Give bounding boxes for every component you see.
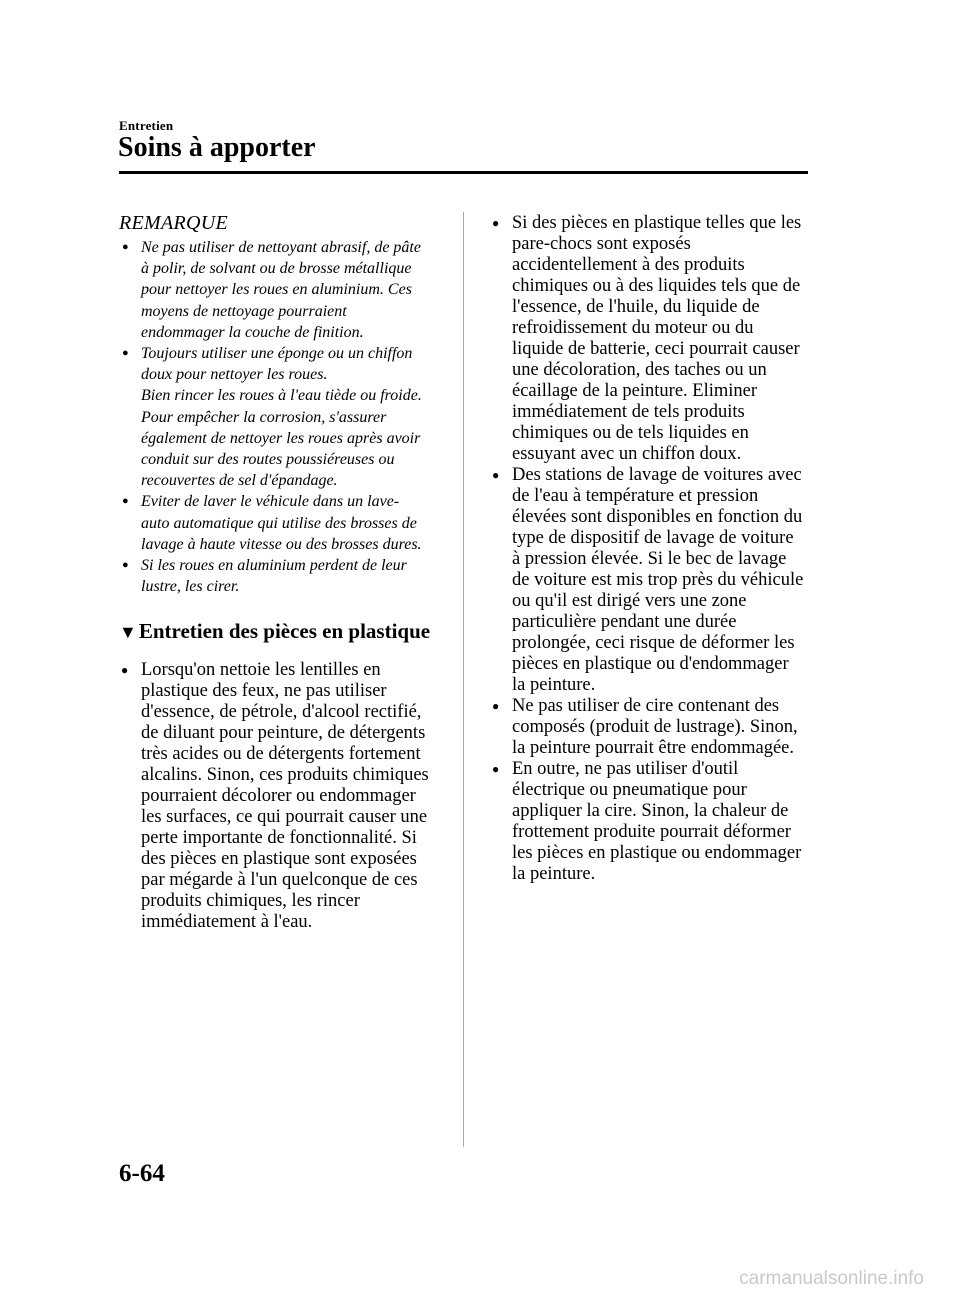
text-line: la peinture. (512, 675, 596, 695)
text-line: élevées sont disponibles en fonction du (512, 507, 803, 527)
text-line: chimiques ou de tels liquides en (512, 423, 749, 443)
text-line: particulière pendant une durée (512, 612, 737, 632)
text-line: Si des pièces en plastique telles que les (512, 213, 802, 233)
list-item (490, 465, 810, 696)
page-title: Soins à apporter (118, 132, 316, 163)
text-line: électrique ou pneumatique pour (512, 780, 747, 800)
text-line: d'essence, de pétrole, d'alcool rectifié, (141, 702, 422, 723)
text-line: alcalins. Sinon, ces produits chimiques (141, 765, 429, 786)
note-heading: REMARQUE (119, 212, 229, 234)
column-divider (463, 212, 464, 1147)
text-line: ou qu'il est dirigé vers une zone (512, 591, 747, 611)
text-line: composés (produit de lustrage). Sinon, (512, 717, 798, 737)
text-line: Si les roues en aluminium perdent de leur (141, 557, 407, 575)
text-line: lustre, les cirer. (141, 578, 240, 596)
text-line: pièces en plastique ou d'endommager (512, 654, 789, 674)
plastic-section-title: Entretien des pièces en plastique (138, 619, 431, 644)
text-line: immédiatement de tels produits (512, 402, 745, 422)
text-line: une décoloration, des taches ou un (512, 360, 767, 380)
list-item (119, 491, 445, 555)
text-line: appliquer la cire. Sinon, la chaleur de (512, 801, 789, 821)
text-line: Lorsqu'on nettoie les lentilles en (141, 660, 381, 681)
text-line: des pièces en plastique sont exposées (141, 849, 417, 870)
text-line: frottement produite pourrait déformer (512, 822, 791, 842)
text-line: endommager la couche de finition. (141, 323, 364, 341)
bullet-icon: ● (492, 468, 500, 482)
text-line: Des stations de lavage de voitures avec (512, 465, 802, 485)
text-line: plastique des feux, ne pas utiliser (141, 681, 387, 702)
text-line: Ne pas utiliser de cire contenant des (512, 696, 780, 716)
text-line: Bien rincer les roues à l'eau tiède ou froide. (141, 387, 422, 405)
text-line: recouvertes de sel d'épandage. (141, 472, 338, 490)
text-line: l'essence, de l'huile, du liquide de (512, 297, 760, 317)
text-line: également de nettoyer les roues après avoir (141, 429, 421, 447)
list-item (490, 696, 810, 759)
text-line: à pression élevée. Si le bec de lavage (512, 549, 787, 569)
left-column (119, 210, 445, 933)
list-item (490, 213, 810, 465)
text-line: pour nettoyer les roues en aluminium. Ces (141, 281, 412, 299)
text-line: à polir, de solvant ou de brosse métallique (141, 260, 412, 278)
section-label: Entretien (119, 118, 174, 133)
watermark: carmanualsonline.info (739, 1268, 924, 1289)
bullet-icon: ● (121, 663, 129, 678)
text-line: de voiture est mis trop près du véhicule (512, 570, 804, 590)
text-line: accidentellement à des produits (512, 255, 745, 275)
text-line: lavage à haute vitesse ou des brosses dures. (141, 535, 422, 553)
text-line: doux pour nettoyer les roues. (141, 366, 328, 384)
text-line: essuyant avec un chiffon doux. (512, 444, 742, 464)
text-line: immédiatement à l'eau. (141, 912, 313, 933)
plastic-section-heading (119, 617, 445, 646)
bullet-icon: ● (122, 559, 129, 572)
text-line: pourraient décolorer ou endommager (141, 786, 416, 807)
text-line: les pièces en plastique ou endommager (512, 843, 802, 863)
text-line: écaillage de la peinture. Eliminer (512, 381, 758, 401)
text-line: produits chimiques, les rincer (141, 891, 360, 912)
text-line: Toujours utiliser une éponge ou un chiffon (141, 345, 413, 363)
text-line: refroidissement du moteur ou du (512, 318, 754, 338)
text-line: la peinture. (512, 864, 596, 884)
title-rule (119, 171, 808, 174)
list-item (119, 660, 445, 933)
list-item (119, 555, 445, 597)
text-line: très acides ou de détergents fortement (141, 744, 421, 765)
text-line: les surfaces, ce qui pourrait causer une (141, 807, 428, 828)
text-line: Pour empêcher la corrosion, s'assurer (141, 408, 387, 426)
bullet-icon: ● (492, 699, 500, 713)
text-line: pare-chocs sont exposés (512, 234, 691, 254)
heading-marker-icon: ▼ (119, 622, 137, 643)
text-line: prolongée, ceci risque de déformer les (512, 633, 795, 653)
list-item (490, 759, 810, 885)
bullet-icon: ● (122, 495, 129, 508)
text-line: conduit sur des routes poussiéreuses ou (141, 451, 395, 469)
text-line: chimiques ou à des liquides tels que de (512, 276, 801, 296)
plastic-list (119, 660, 445, 933)
text-line: par mégarde à l'un quelconque de ces (141, 870, 418, 891)
bullet-icon: ● (492, 216, 500, 230)
list-item (119, 343, 445, 491)
right-column (490, 213, 810, 885)
text-line: En outre, ne pas utiliser d'outil (512, 759, 739, 779)
text-line: de diluant pour peinture, de détergents (141, 723, 426, 744)
text-line: Eviter de laver le véhicule dans un lave- (141, 493, 400, 511)
text-line: type de dispositif de lavage de voiture (512, 528, 794, 548)
right-list (490, 213, 810, 885)
bullet-icon: ● (122, 347, 129, 360)
note-list (119, 237, 445, 597)
bullet-icon: ● (492, 762, 500, 776)
bullet-icon: ● (122, 241, 129, 253)
text-line: de l'eau à température et pression (512, 486, 759, 506)
text-line: perte importante de fonctionnalité. Si (141, 828, 417, 849)
text-line: Ne pas utiliser de nettoyant abrasif, de pâte (141, 239, 421, 256)
text-line: la peinture pourrait être endommagée. (512, 738, 794, 758)
page-number: 6-64 (119, 1160, 165, 1187)
text-line: liquide de batterie, ceci pourrait causer (512, 339, 800, 359)
list-item (119, 237, 445, 343)
text-line: auto automatique qui utilise des brosses de (141, 514, 417, 532)
text-line: moyens de nettoyage pourraient (141, 302, 347, 320)
